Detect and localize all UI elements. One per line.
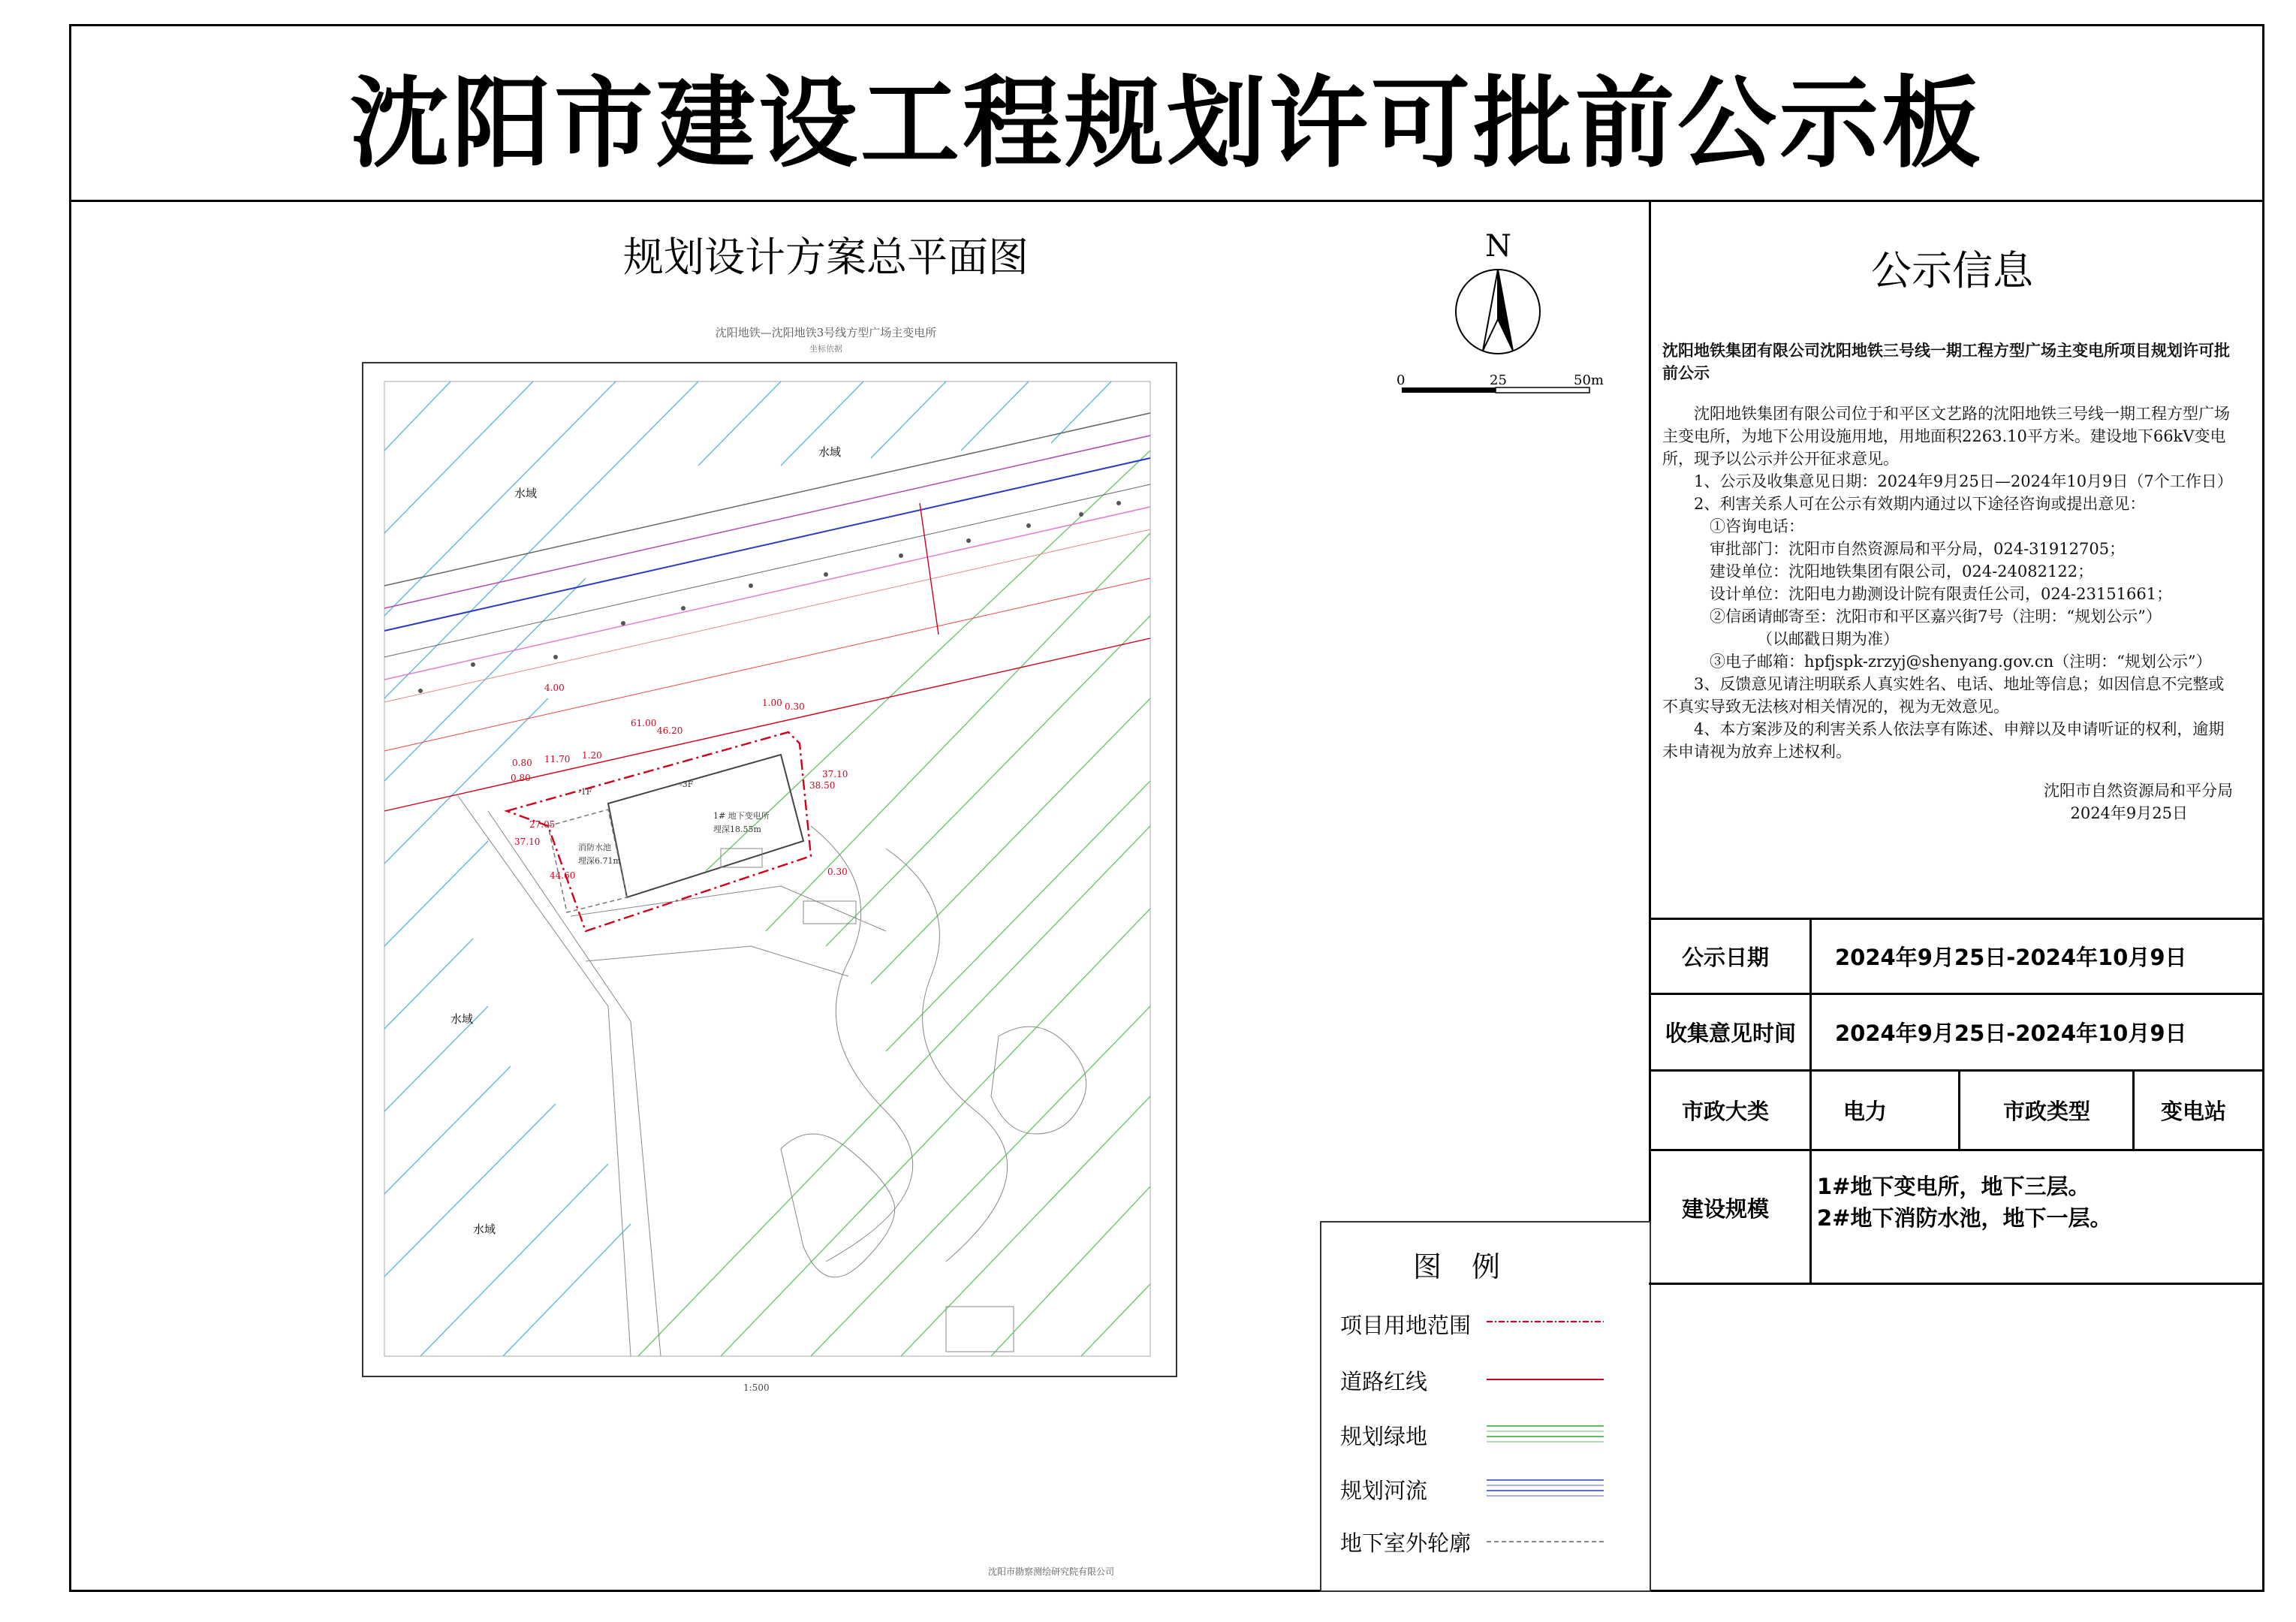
- notice-panel-title: 公示信息: [1871, 247, 2033, 294]
- water-label: 水域: [450, 1012, 474, 1026]
- category-label: 市政大类: [1682, 1099, 1770, 1124]
- notice-mail: ②信函请邮寄至：沈阳市和平区嘉兴街7号（注明：“规划公示”）: [1710, 607, 2162, 626]
- board-title: 沈阳市建设工程规划许可批前公示板: [350, 65, 1984, 182]
- dim-label: 4.00: [544, 683, 565, 693]
- pool-depth: 埋深6.71m: [578, 856, 621, 866]
- notice-date: 2024年9月25日: [2070, 804, 2188, 822]
- dim-label: 37.10: [514, 837, 541, 847]
- legend-swatch-basement: [1485, 1538, 1605, 1545]
- legend-label-green: 规划绿地: [1340, 1424, 1428, 1449]
- notice-signature: 沈阳市自然资源局和平分局: [2044, 782, 2233, 800]
- notice-item-3: 3、反馈意见请注明联系人真实姓名、电话、地址等信息；如因信息不完整或不真实导致无法核对相关情况的，视为无效意见。: [1662, 675, 2225, 716]
- scale-line-2: 2#地下消防水池，地下一层。: [1817, 1204, 2112, 1231]
- dim-label: 0.80: [512, 758, 532, 768]
- dim-label: 27.05: [529, 819, 556, 830]
- dim-label: 61.00: [631, 718, 657, 728]
- substation-depth: 埋深18.55m: [713, 825, 761, 834]
- dim-label: 37.10: [822, 769, 848, 779]
- notice-builder: 建设单位：沈阳地铁集团有限公司，024-24082122；: [1710, 562, 2094, 580]
- notice-email: ③电子邮箱：hpfjspk-zrzyj@shenyang.gov.cn（注明：“规划公示”）: [1710, 653, 2212, 671]
- scale-tick-0: 0: [1397, 372, 1406, 388]
- notice-mail-note: （以邮戳日期为准）: [1757, 630, 1899, 648]
- dim-label: 38.50: [809, 780, 836, 791]
- dim-label: 0.30: [827, 867, 848, 877]
- notice-item-2: 2、利害关系人可在公示有效期内通过以下途径咨询或提出意见：: [1694, 495, 2146, 513]
- map-scale: 1:500: [743, 1382, 770, 1393]
- scale-tick-25: 25: [1490, 372, 1507, 388]
- table-col-border: [1809, 918, 1812, 1283]
- notice-phone-title: ①咨询电话：: [1710, 517, 1804, 535]
- legend-swatch-road: [1485, 1376, 1605, 1383]
- pool-label: 消防水池: [578, 843, 611, 852]
- notice-item-1: 1、公示及收集意见日期：2024年9月25日—2024年10月9日（7个工作日）: [1694, 472, 2233, 490]
- dim-label: 1.20: [582, 750, 602, 761]
- notice-body: [1662, 339, 2233, 825]
- level-b1: -1F: [578, 787, 592, 797]
- map-subcaption: 坐标依据: [809, 344, 842, 354]
- dim-label: 11.70: [544, 754, 571, 764]
- plan-title: 规划设计方案总平面图: [623, 234, 1029, 281]
- publish-date-value: 2024年9月25日-2024年10月9日: [1835, 945, 2187, 970]
- legend-swatch-green: [1485, 1423, 1605, 1446]
- dim-label: 1.00: [762, 698, 782, 708]
- legend-label-road: 道路红线: [1340, 1369, 1428, 1394]
- substation-label: 1# 地下变电所: [713, 811, 770, 821]
- legend-label-basement: 地下室外轮廓: [1340, 1530, 1472, 1556]
- notice-approver: 审批部门：沈阳市自然资源局和平分局，024-31912705；: [1710, 540, 2126, 558]
- dim-label: 44.60: [550, 870, 576, 881]
- notice-intro: 沈阳地铁集团有限公司位于和平区文艺路的沈阳地铁三号线一期工程方型广场主变电所，为地下公用设施用地，用地面积2263.10平方米。建设地下66kV变电所，现予以公示并公开征求意见。: [1662, 405, 2230, 468]
- notice-item-4: 4、本方案涉及的利害关系人依法享有陈述、申辩以及申请听证的权利，逾期未申请视为放弃上述权利。: [1662, 720, 2225, 761]
- legend-label-river: 规划河流: [1340, 1478, 1428, 1503]
- scale-label: 建设规模: [1682, 1195, 1770, 1222]
- north-label: N: [1485, 229, 1511, 264]
- notice-designer: 设计单位：沈阳电力勘测设计院有限责任公司，024-23151661；: [1710, 585, 2173, 603]
- type-value: 变电站: [2161, 1099, 2227, 1124]
- dim-label: 0.30: [785, 701, 805, 712]
- map-caption: 沈阳地铁—沈阳地铁3号线方型广场主变电所: [715, 326, 937, 339]
- dim-label: 46.20: [657, 725, 683, 736]
- water-label: 水域: [818, 445, 842, 459]
- publish-date-label: 公示日期: [1682, 945, 1770, 970]
- map-footer: 沈阳市勘察测绘研究院有限公司: [987, 1566, 1114, 1577]
- water-label: 水域: [473, 1223, 496, 1236]
- table-col-border: [1958, 1069, 1960, 1149]
- legend-title: 图例: [1412, 1250, 1530, 1283]
- scale-tick-50: 50m: [1574, 372, 1604, 388]
- legend-label-site: 项目用地范围: [1340, 1313, 1472, 1338]
- dim-label: 0.80: [511, 773, 531, 783]
- collect-time-label: 收集意见时间: [1665, 1021, 1797, 1046]
- notice-heading: 沈阳地铁集团有限公司沈阳地铁三号线一期工程方型广场主变电所项目规划许可批前公示: [1662, 341, 2230, 382]
- legend-swatch-river: [1485, 1477, 1605, 1500]
- north-arrow-icon: [1453, 267, 1543, 357]
- scale-line-1: 1#地下变电所，地下三层。: [1817, 1173, 2090, 1199]
- type-label: 市政类型: [2003, 1099, 2091, 1124]
- water-label: 水域: [514, 487, 538, 500]
- collect-time-value: 2024年9月25日-2024年10月9日: [1835, 1021, 2187, 1046]
- table-bottom-border: [1649, 1283, 2264, 1285]
- legend-swatch-site: [1485, 1318, 1605, 1325]
- title-divider: [69, 200, 2264, 202]
- site-plan-map: [360, 360, 1179, 1393]
- level-b3: -3F: [679, 779, 694, 789]
- table-col-border: [2132, 1069, 2135, 1149]
- category-value: 电力: [1843, 1099, 1888, 1124]
